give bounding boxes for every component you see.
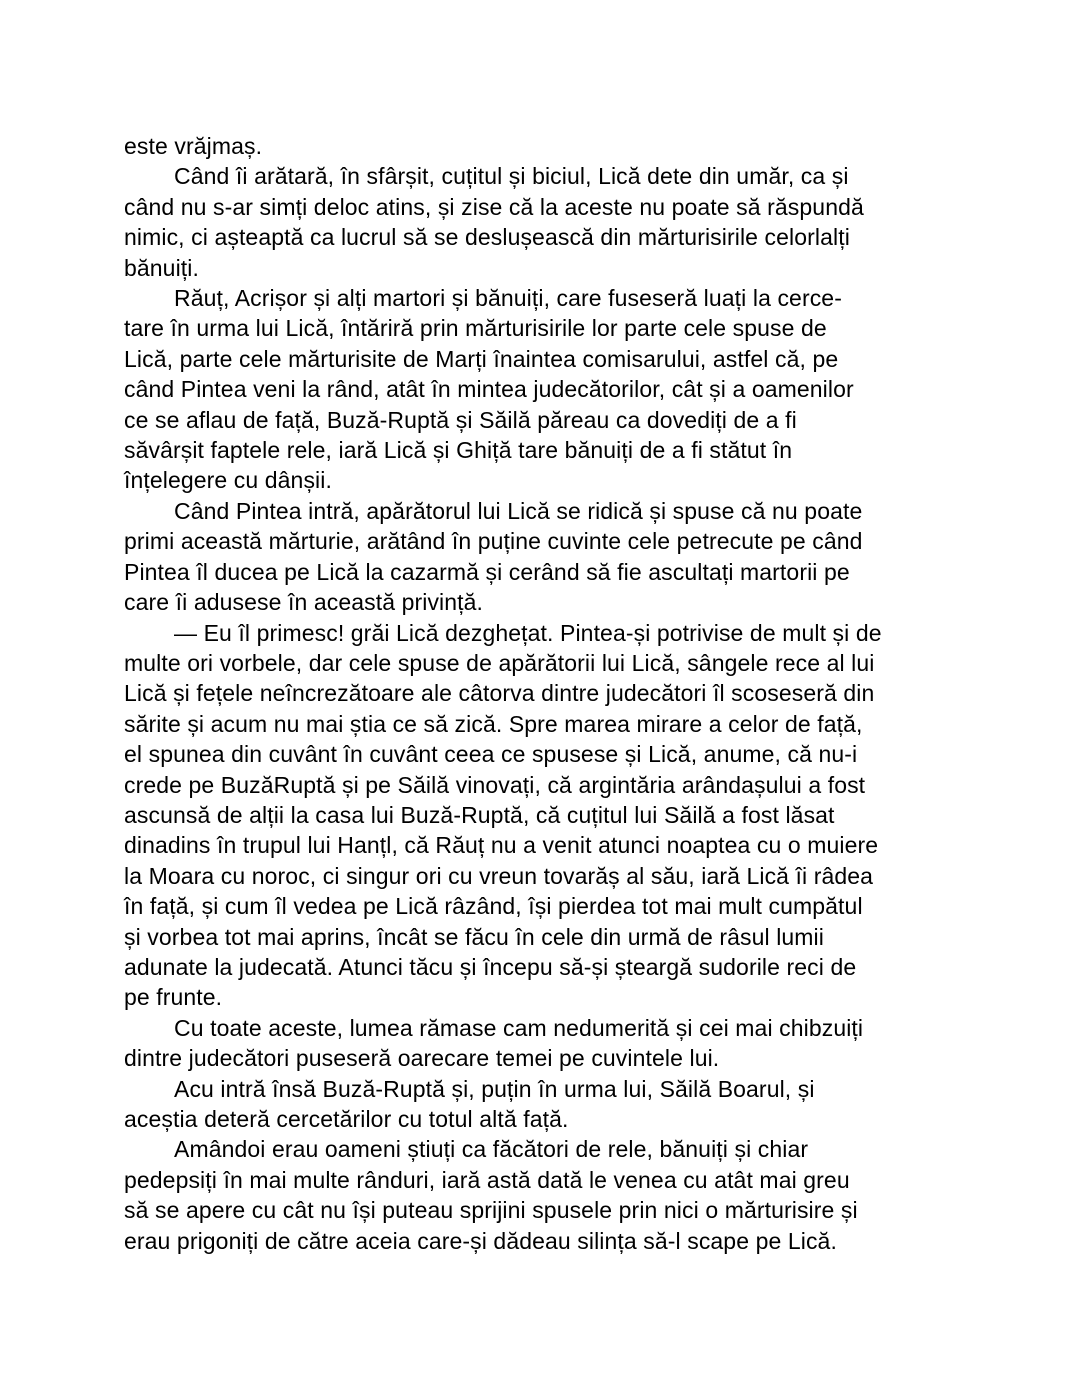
text-line: nimic, ci așteaptă ca lucrul să se deslușească din mărturisirile celorlalți — [124, 224, 850, 251]
text-line: erau prigoniți de către aceia care-și dădeau silința să-l scape pe Lică. — [124, 1227, 837, 1254]
text-line: Amândoi erau oameni știuți ca făcători de rele, bănuiți și chiar — [174, 1136, 809, 1163]
text-line: el spunea din cuvânt în cuvânt ceea ce spusese și Lică, anume, că nu-i — [124, 741, 858, 768]
text-line: care îi adusese în această privință. — [124, 589, 484, 616]
text-line: tare în urma lui Lică, întăriră prin mărturisirile lor parte cele spuse de — [124, 315, 827, 342]
text-line: sărite și acum nu mai știa ce să zică. Spre marea mirare a celor de față, — [124, 710, 863, 737]
text-line: adunate la judecată. Atunci tăcu și începu să-și șteargă sudorile reci de — [124, 953, 857, 980]
text-line: ce se aflau de față, Buză-Ruptă și Săilă păreau ca dovediți de a fi — [124, 406, 797, 433]
paragraph — [124, 283, 968, 496]
paragraph — [124, 131, 968, 161]
paragraph — [124, 1134, 968, 1256]
text-line: Lică și fețele neîncrezătoare ale câtorva dintre judecători îl scoseseră din — [124, 680, 875, 707]
text-line: în față, și cum îl vedea pe Lică râzând, își pierdea tot mai mult cumpătul — [124, 893, 863, 920]
text-line: aceștia deteră cercetărilor cu totul altă față. — [124, 1106, 569, 1132]
text-line: bănuiți. — [124, 254, 199, 281]
text-line: — Eu îl primesc! grăi Lică dezghețat. Pintea-și potrivise de mult și de — [174, 619, 882, 646]
text-line: Răuț, Acrișor și alți martori și bănuiți, care fuseseră luați la cerce- — [174, 285, 842, 312]
text-line: dinadins în trupul lui Hanțl, că Răuț nu a venit atunci noaptea cu o muiere — [124, 832, 879, 859]
text-line: Acu intră însă Buză-Ruptă și, puțin în urma lui, Săilă Boarul, și — [174, 1075, 815, 1102]
text-line: când nu s-ar simți deloc atins, și zise că la aceste nu poate să răspundă — [124, 193, 864, 220]
text-line: când Pintea veni la rând, atât în mintea judecătorilor, cât și a oamenilor — [124, 376, 854, 403]
text-line: Cu toate aceste, lumea rămase cam nedumerită și cei mai chibzuiți — [174, 1014, 864, 1041]
paragraph — [124, 161, 968, 283]
text-line: să se apere cu cât nu își puteau sprijini spusele prin nici o mărturisire și — [124, 1197, 858, 1224]
text-line: la Moara cu noroc, ci singur ori cu vreun tovarăș al său, iară Lică îi râdea — [124, 862, 874, 889]
text-line: înțelegere cu dânșii. — [124, 467, 332, 494]
text-line: este vrăjmaș. — [124, 133, 263, 159]
page-text — [124, 131, 968, 1256]
text-line: crede pe BuzăRuptă și pe Săilă vinovați, că argintăria arândașului a fost — [124, 771, 866, 798]
text-line: multe ori vorbele, dar cele spuse de apărătorii lui Lică, sângele rece al lui — [124, 649, 875, 676]
text-line: Când Pintea intră, apărătorul lui Lică se ridică și spuse că nu poate — [174, 497, 863, 524]
text-line: Când îi arătară, în sfârșit, cuțitul și biciul, Lică dete din umăr, ca și — [174, 163, 849, 190]
paragraph — [124, 1074, 968, 1135]
paragraph — [124, 618, 968, 1013]
text-line: pe frunte. — [124, 984, 223, 1011]
text-line: Lică, parte cele mărturisite de Marți înaintea comisarului, astfel că, pe — [124, 345, 839, 372]
paragraph — [124, 496, 968, 618]
text-line: săvârșit faptele rele, iară Lică și Ghiță tare bănuiți de a fi stătut în — [124, 437, 793, 464]
text-line: pedepsiți în mai multe rânduri, iară astă dată le venea cu atât mai greu — [124, 1166, 850, 1193]
text-line: Pintea îl ducea pe Lică la cazarmă și cerând să fie ascultați martorii pe — [124, 558, 850, 585]
text-line: ascunsă de alții la casa lui Buză-Ruptă, că cuțitul lui Săilă a fost lăsat — [124, 801, 835, 828]
text-line: primi această mărturie, arătând în puține cuvinte cele petrecute pe când — [124, 528, 863, 555]
text-line: dintre judecători puseseră oarecare temei pe cuvintele lui. — [124, 1045, 720, 1072]
paragraph — [124, 1013, 968, 1074]
text-line: și vorbea tot mai aprins, încât se făcu în cele din urmă de râsul lumii — [124, 923, 824, 950]
